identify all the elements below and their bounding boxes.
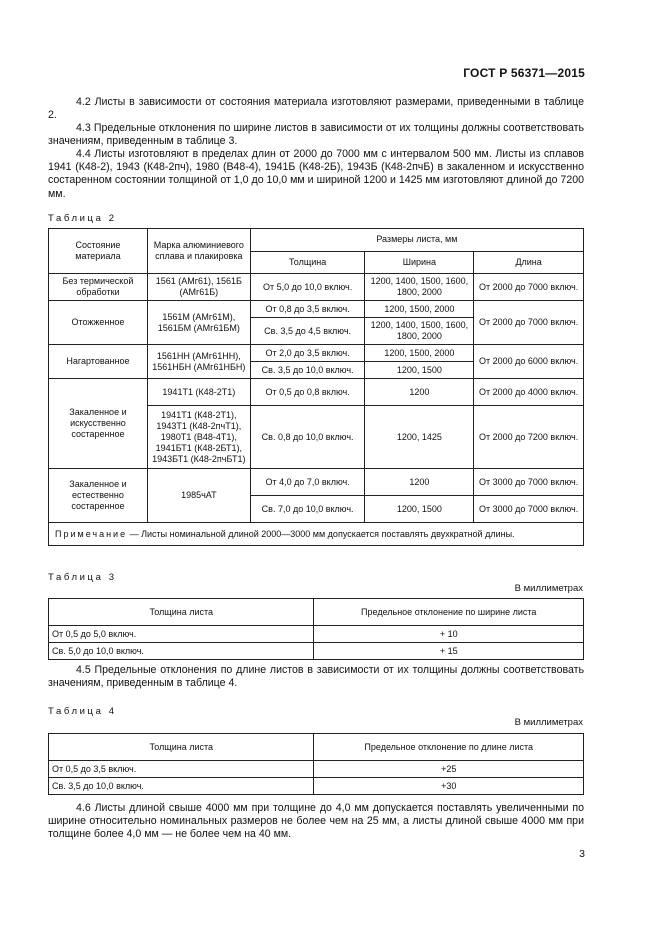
t3-header-thickness: Толщина листа [49, 599, 314, 626]
t2-cell: 1200, 1500 [365, 362, 474, 379]
table-2-caption: Таблица 2 [48, 213, 117, 224]
t2-cell: От 2000 до 4000 включ. [474, 379, 584, 406]
t2-cell: От 2000 до 7200 включ. [474, 406, 584, 469]
t2-cell: От 2000 до 6000 включ. [474, 345, 584, 379]
t2-cell: Св. 3,5 до 4,5 включ. [250, 318, 365, 345]
t2-header-state: Состояние материала [49, 229, 148, 274]
t2-cell: Нагартованное [49, 345, 148, 379]
t3-cell: + 15 [314, 643, 584, 660]
paragraph-4-2: 4.2 Листы в зависимости от состояния материала изготовляют размерами, приведенными в таблице 2. [48, 96, 584, 122]
t2-cell: Св. 3,5 до 10,0 включ. [250, 362, 365, 379]
t2-cell: От 3000 до 7000 включ. [474, 469, 584, 496]
t2-cell: 1561НН (АМг61НН), 1561НБН (АМг61НБН) [147, 345, 250, 379]
t2-cell: От 2000 до 7000 включ. [474, 274, 584, 301]
t2-cell: 1941Т1 (К48-2Т1), 1943Т1 (К48-2пчТ1), 1980Т1 (В48-4Т1), 1941БТ1 (К48-2БТ1), 1943БТ1 (К48-2пчБТ1) [147, 406, 250, 469]
t2-cell: От 2000 до 7000 включ. [474, 301, 584, 345]
t2-cell: 1561М (АМг61М), 1561БМ (АМг61БМ) [147, 301, 250, 345]
t2-cell: 1200, 1400, 1500, 1600, 1800, 2000 [365, 274, 474, 301]
t2-cell: Без термической обработки [49, 274, 148, 301]
t3-header-deviation: Предельное отклонение по ширине листа [314, 599, 584, 626]
t2-cell: 1941Т1 (К48-2Т1) [147, 379, 250, 406]
t2-cell: От 4,0 до 7,0 включ. [250, 469, 365, 496]
t4-header-thickness: Толщина листа [49, 734, 314, 761]
t2-note [49, 523, 584, 546]
t2-note-text: — Листы номинальной длиной 2000—3000 мм допускается поставлять двухкратной длины. [127, 528, 515, 539]
t3-cell: Св. 5,0 до 10,0 включ. [49, 643, 314, 660]
t2-note-label: Примечание [55, 528, 128, 539]
t4-cell: От 0,5 до 3,5 включ. [49, 761, 314, 778]
paragraph-4-5: 4.5 Предельные отклонения по длине листов в зависимости от их толщины должны соответствовать значениям, приведенным в таблице 4. [48, 664, 584, 690]
t2-cell: 1200 [365, 379, 474, 406]
table-3-caption: Таблица 3 [48, 572, 117, 583]
t2-header-sizes: Размеры листа, мм [250, 229, 583, 252]
t2-cell: 1985чАТ [147, 469, 250, 523]
t2-header-thickness: Толщина [250, 251, 365, 274]
t2-cell: 1561 (АМг61), 1561Б (АМг61Б) [147, 274, 250, 301]
t2-cell: 1200, 1500 [365, 496, 474, 523]
paragraph-4-6: 4.6 Листы длиной свыше 4000 мм при толщине до 4,0 мм допускается поставлять увеличенными по ширине относительно номинальных размеров не более чем на 25 мм, а листы длиной свыше 4000 мм при толщине более 4,0 мм — не более чем на 40 мм. [48, 802, 584, 841]
t2-header-length: Длина [474, 251, 584, 274]
t2-cell: 1200, 1500, 2000 [365, 301, 474, 318]
t2-cell: От 2,0 до 3,5 включ. [250, 345, 365, 362]
t4-cell: +25 [314, 761, 584, 778]
t2-cell: Закаленное и естественно состаренное [49, 469, 148, 523]
table-4-caption: Таблица 4 [48, 706, 117, 717]
t4-cell: +30 [314, 778, 584, 795]
t2-cell: 1200, 1425 [365, 406, 474, 469]
t2-cell: Св. 7,0 до 10,0 включ. [250, 496, 365, 523]
page-number: 3 [579, 848, 585, 860]
t2-cell: Отожженное [49, 301, 148, 345]
t3-cell: От 0,5 до 5,0 включ. [49, 626, 314, 643]
paragraph-4-4: 4.4 Листы изготовляют в пределах длин от 2000 до 7000 мм с интервалом 500 мм. Листы из сплавов 1941 (К48-2), 1943 (К48-2пч), 1980 (В48-4), 1941Б (К48-2Б), 1943Б (К48-2пчБ) в закаленном и искусственно состаренном состоянии толщиной от 1,0 до 10,0 мм и шириной 1200 и 1425 мм изготовляют длиной до 7200 мм. [48, 148, 584, 200]
t3-cell: + 10 [314, 626, 584, 643]
table-4 [48, 733, 584, 795]
t2-cell: 1200, 1400, 1500, 1600, 1800, 2000 [365, 318, 474, 345]
table-2 [48, 228, 584, 546]
t2-cell: От 0,5 до 0,8 включ. [250, 379, 365, 406]
table-3-units: В миллиметрах [514, 583, 583, 594]
t2-cell: От 3000 до 7000 включ. [474, 496, 584, 523]
t2-cell: 1200, 1500, 2000 [365, 345, 474, 362]
t2-cell: Закаленное и искусственно состаренное [49, 379, 148, 469]
t2-cell: От 0,8 до 3,5 включ. [250, 301, 365, 318]
t4-cell: Св. 3,5 до 10,0 включ. [49, 778, 314, 795]
t2-cell: Св. 0,8 до 10,0 включ. [250, 406, 365, 469]
document-header: ГОСТ Р 56371—2015 [463, 66, 585, 80]
table-3 [48, 598, 584, 660]
t2-cell: От 5,0 до 10,0 включ. [250, 274, 365, 301]
t4-header-deviation: Предельное отклонение по длине листа [314, 734, 584, 761]
paragraph-4-3: 4.3 Предельные отклонения по ширине листов в зависимости от их толщины должны соответствовать значениям, приведенным в таблице 3. [48, 122, 584, 148]
table-4-units: В миллиметрах [514, 717, 583, 728]
t2-header-grade: Марка алюминиевого сплава и плакировка [147, 229, 250, 274]
t2-cell: 1200 [365, 469, 474, 496]
t2-header-width: Ширина [365, 251, 474, 274]
